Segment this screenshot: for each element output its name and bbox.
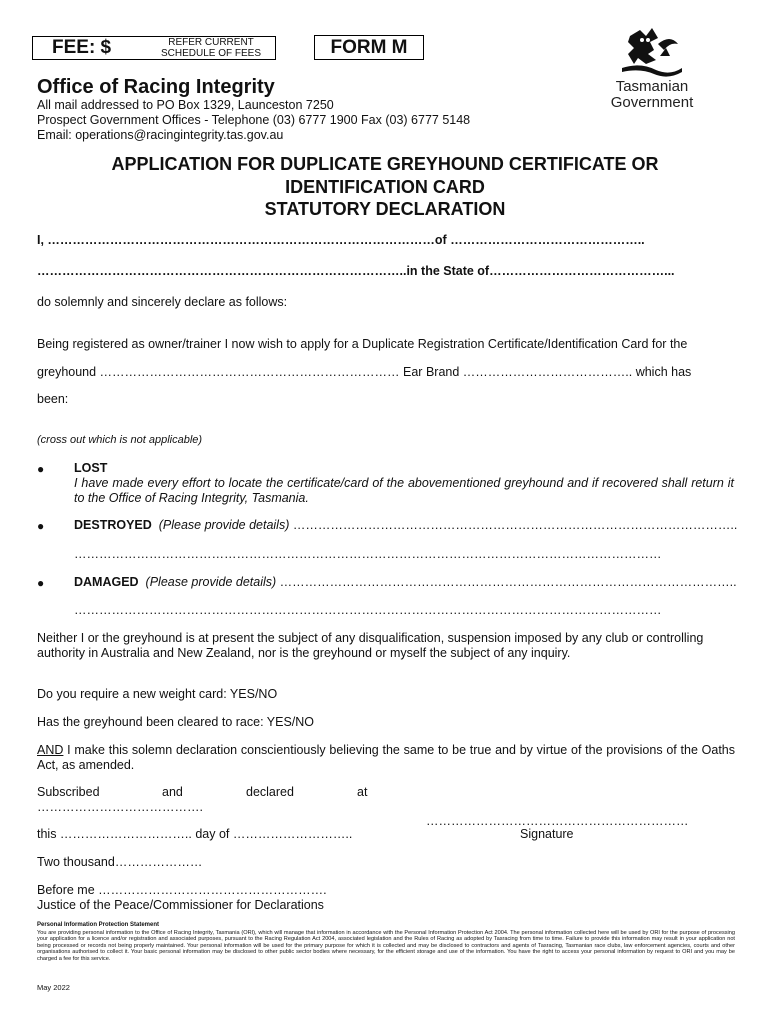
- name-address-field[interactable]: I, …………………………………………………………………………………of ………………………………………..: [37, 233, 645, 247]
- solemn-declaration: [37, 743, 735, 773]
- being-registered-text: Being registered as owner/trainer I now wish to apply for a Duplicate Registration Certificate/Identification Card for the: [37, 337, 688, 351]
- been-text: been:: [37, 392, 69, 406]
- footer-date: May 2022: [37, 983, 70, 992]
- form-title-line2: IDENTIFICATION CARD: [285, 177, 485, 197]
- fee-note-line2: SCHEDULE OF FEES: [160, 48, 262, 59]
- office-mail: All mail addressed to PO Box 1329, Launceston 7250: [37, 98, 334, 112]
- logo-text-line2: Government: [610, 94, 694, 111]
- disqualification-statement: Neither I or the greyhound is at present the subject of any disqualification, suspension imposed by any club or controlling authority in Australia and New Zealand, nor is the greyhound or myself the subject of any inquiry.: [37, 631, 704, 660]
- at-label: at: [357, 785, 368, 799]
- logo-text-line1: Tasmanian: [615, 78, 689, 95]
- lost-label[interactable]: LOST: [74, 461, 108, 475]
- destroyed-label[interactable]: DESTROYED: [74, 518, 152, 532]
- destroyed-details-field-2[interactable]: ……………………………………………………………………………………………………………………………: [74, 547, 662, 561]
- office-phone: Prospect Government Offices - Telephone (03) 6777 1900 Fax (03) 6777 5148: [37, 113, 471, 127]
- greyhound-ear-brand-field[interactable]: greyhound ……………………………………………………………… Ear Brand ………………………………….. which has: [37, 365, 692, 379]
- privacy-heading: Personal Information Protection Statement: [37, 922, 160, 928]
- tasmanian-devil-icon: [600, 24, 704, 78]
- damaged-details-field-2[interactable]: ……………………………………………………………………………………………………………………………: [74, 603, 662, 617]
- damaged-label[interactable]: DAMAGED: [74, 575, 139, 589]
- office-name: Office of Racing Integrity: [37, 76, 275, 98]
- address-dots-field[interactable]: ……………………………………………………………………………..: [37, 264, 407, 278]
- form-label: FORM M: [314, 35, 424, 60]
- witness-field[interactable]: Before me ……………………………………………….: [37, 883, 327, 897]
- signature-label: Signature: [520, 827, 574, 841]
- solemn-text: I make this solemn declaration conscientiously believing the same to be true and by virtue of the provisions of the Oaths Act, as amended.: [37, 743, 735, 772]
- and-word: AND: [37, 743, 64, 757]
- form-title-line1: APPLICATION FOR DUPLICATE GREYHOUND CERTIFICATE OR: [111, 154, 659, 174]
- bullet-destroyed: ●: [37, 519, 45, 533]
- state-field[interactable]: ……………………………………...: [489, 264, 675, 278]
- form-title-line3: STATUTORY DECLARATION: [264, 199, 506, 219]
- damaged-line: [74, 575, 737, 589]
- destroyed-details-field[interactable]: ……………………………………………………………………………………………..: [292, 518, 738, 532]
- subscribed-label: Subscribed: [37, 785, 100, 799]
- damaged-details-field[interactable]: ………………………………………………………………………………………………..: [279, 575, 737, 589]
- office-email: Email: operations@racingintegrity.tas.gov.au: [37, 128, 284, 142]
- lost-text: I have made every effort to locate the certificate/card of the abovementioned greyhound and if recovered shall return it to the Office of Racing Integrity, Tasmania.: [74, 476, 734, 505]
- solemnly-text: do solemnly and sincerely declare as follows:: [37, 295, 288, 309]
- destroyed-line: [74, 518, 737, 532]
- bullet-lost: ●: [37, 462, 45, 476]
- fee-note: [152, 37, 270, 59]
- weight-card-question[interactable]: Do you require a new weight card: YES/NO: [37, 687, 278, 701]
- place-field[interactable]: ………………………………….: [37, 800, 203, 814]
- fee-label: FEE: $: [52, 37, 112, 58]
- year-field[interactable]: Two thousand…………………: [37, 855, 203, 869]
- state-line: [37, 264, 675, 278]
- privacy-text: You are providing personal information to the Office of Racing Integrity, Tasmania (ORI), which will manage that information in accordance with the Personal Information Protection Act 2004. The personal information collected here will be used by ORI for the purpose of processing your application for a licence and/or registration and associated purposes, pursuant to the Racing Regulation Act 2004, associated legislation and the Rules of Racing as adopted by Tasracing from time to time. Failure to provide this information may result in your application not being processed or records not being properly maintained. Your personal information will be used for the primary purpose for which it is collected and may be disclosed to contractors and agents of Tasracing, Tasmanian race clubs, law enforcement agencies, courts and other organisations authorised to collect it. Your basic personal information may be disclosed to other public sector bodies where necessary, for the efficient storage and use of the information. You have the right to access your personal information by request to ORI and you may be charged a fee for this service.: [37, 930, 735, 962]
- signature-field[interactable]: ………………………………………………………: [426, 814, 689, 828]
- cleared-question[interactable]: Has the greyhound been cleared to race: YES/NO: [37, 715, 315, 729]
- damaged-hint: (Please provide details): [145, 575, 277, 589]
- destroyed-hint: (Please provide details): [158, 518, 290, 532]
- date-field[interactable]: this ………………………….. day of ………………………..: [37, 827, 353, 841]
- and-label: and: [162, 785, 183, 799]
- tasmanian-government-logo: [600, 24, 704, 114]
- state-label: in the State of: [406, 264, 490, 278]
- bullet-damaged: ●: [37, 576, 45, 590]
- declared-label: declared: [246, 785, 294, 799]
- cross-out-note: (cross out which is not applicable): [37, 434, 203, 446]
- justice-label: Justice of the Peace/Commissioner for Declarations: [37, 898, 324, 912]
- fee-note-line1: REFER CURRENT: [168, 37, 254, 48]
